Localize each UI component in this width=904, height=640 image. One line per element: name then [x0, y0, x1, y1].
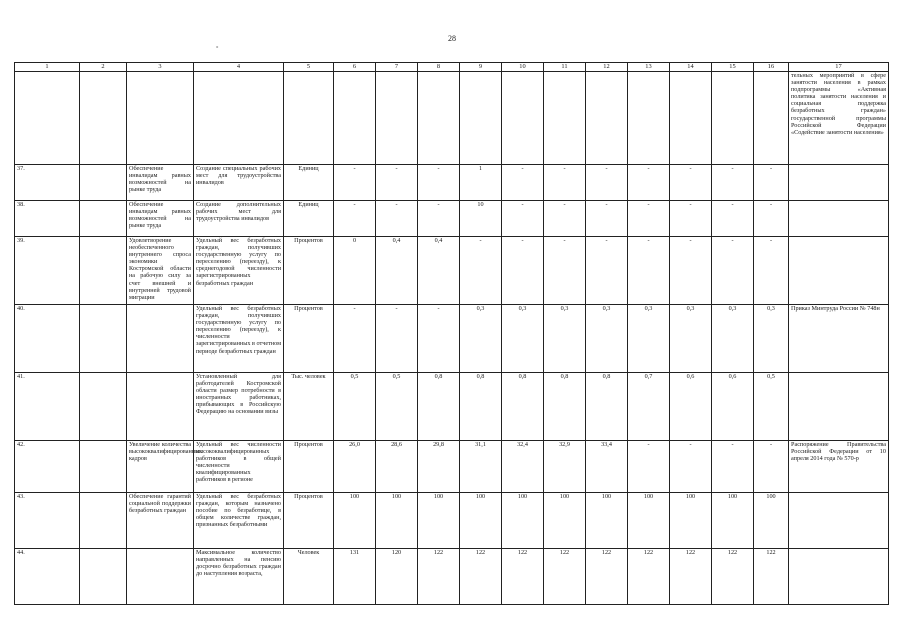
continuation-note: тельных мероприятий в сфере занятости населения в рамках подпрограммы «Активная политика занятости населения и социальная поддержка безработных граждан» государственной программы Российской Федерации «Содействие занятости населения»	[789, 72, 889, 165]
value-cell: 0,8	[544, 373, 586, 441]
task-cell: Удовлетворение необеспеченного внутреннего спроса экономики Костромской области на рабочую силу за счет внешней и внутренней трудовой миграции	[127, 237, 194, 305]
value-cell: 120	[376, 549, 418, 605]
value-cell: 0,3	[544, 305, 586, 373]
value-cell: 122	[544, 549, 586, 605]
value-cell: -	[628, 441, 670, 493]
header-cell: 8	[418, 63, 460, 72]
unit-cell: Процентов	[284, 237, 334, 305]
value-cell: 100	[544, 493, 586, 549]
unit-cell: Единиц	[284, 201, 334, 237]
value-cell: 28,6	[376, 441, 418, 493]
value-cell: 122	[586, 549, 628, 605]
header-cell: 16	[754, 63, 789, 72]
value-cell: 0,3	[502, 305, 544, 373]
value-cell: 0,4	[376, 237, 418, 305]
indicator-cell: Удельный вес безработных граждан, получивших государственную услугу по переселению (переезду), к численности зарегистрированных в отчетном периоде безработных граждан	[194, 305, 284, 373]
basis-cell	[789, 549, 889, 605]
header-cell: 11	[544, 63, 586, 72]
empty-cell	[80, 549, 127, 605]
value-cell: -	[586, 165, 628, 201]
row-number: 44.	[15, 549, 80, 605]
header-cell: 17	[789, 63, 889, 72]
value-cell: -	[712, 237, 754, 305]
task-cell: Обеспечение гарантий социальной поддержки безработных граждан	[127, 493, 194, 549]
header-cell: 12	[586, 63, 628, 72]
value-cell: -	[334, 165, 376, 201]
unit-cell: Тыс. человек	[284, 373, 334, 441]
value-cell: -	[712, 201, 754, 237]
indicator-cell: Создание специальных рабочих мест для трудоустройства инвалидов	[194, 165, 284, 201]
value-cell: -	[628, 201, 670, 237]
value-cell: -	[544, 201, 586, 237]
task-cell: Увеличение количества высококвалифицированных кадров	[127, 441, 194, 493]
value-cell: -	[754, 237, 789, 305]
value-cell: -	[670, 201, 712, 237]
empty-cell	[80, 441, 127, 493]
empty-cell	[80, 493, 127, 549]
unit-cell: Процентов	[284, 305, 334, 373]
value-cell: 122	[502, 549, 544, 605]
basis-cell	[789, 165, 889, 201]
empty-cell	[80, 237, 127, 305]
value-cell: 122	[628, 549, 670, 605]
value-cell: 0,5	[334, 373, 376, 441]
value-cell: 10	[460, 201, 502, 237]
table-row	[15, 305, 889, 373]
indicator-cell: Удельный вес безработных граждан, которым назначено пособие по безработице, в общем количестве граждан, признанных безработными	[194, 493, 284, 549]
value-cell: 122	[670, 549, 712, 605]
value-cell: -	[754, 441, 789, 493]
table-row	[15, 165, 889, 201]
value-cell: -	[376, 165, 418, 201]
unit-cell: Процентов	[284, 493, 334, 549]
header-cell: 5	[284, 63, 334, 72]
empty-cell	[80, 305, 127, 373]
value-cell: -	[460, 237, 502, 305]
basis-cell	[789, 201, 889, 237]
header-cell: 10	[502, 63, 544, 72]
value-cell: 122	[460, 549, 502, 605]
header-cell: 2	[80, 63, 127, 72]
row-number: 43.	[15, 493, 80, 549]
value-cell: -	[544, 165, 586, 201]
value-cell: -	[334, 305, 376, 373]
value-cell: 122	[418, 549, 460, 605]
value-cell: 100	[502, 493, 544, 549]
value-cell: 0,6	[670, 373, 712, 441]
header-row	[15, 63, 889, 72]
value-cell: -	[754, 201, 789, 237]
indicators-table	[14, 62, 889, 605]
table-row	[15, 441, 889, 493]
header-cell: 14	[670, 63, 712, 72]
value-cell: 0,3	[754, 305, 789, 373]
value-cell: -	[376, 305, 418, 373]
unit-cell: Человек	[284, 549, 334, 605]
indicator-cell: Создание дополнительных рабочих мест для трудоустройства инвалидов	[194, 201, 284, 237]
value-cell: 33,4	[586, 441, 628, 493]
value-cell: -	[376, 201, 418, 237]
value-cell: 0,5	[376, 373, 418, 441]
task-cell: Обеспечение инвалидам равных возможностей на рынке труда	[127, 165, 194, 201]
unit-cell: Единиц	[284, 165, 334, 201]
value-cell: 100	[334, 493, 376, 549]
value-cell: 0,8	[502, 373, 544, 441]
value-cell: 0,7	[628, 373, 670, 441]
empty-cell	[80, 373, 127, 441]
value-cell: 0,3	[628, 305, 670, 373]
empty-cell	[80, 201, 127, 237]
value-cell: 100	[670, 493, 712, 549]
value-cell: 0,5	[754, 373, 789, 441]
header-cell: 15	[712, 63, 754, 72]
value-cell: 29,8	[418, 441, 460, 493]
empty-cell	[80, 165, 127, 201]
basis-cell: Приказ Минтруда России № 748н	[789, 305, 889, 373]
value-cell: -	[670, 237, 712, 305]
basis-cell	[789, 373, 889, 441]
task-cell: Обеспечение инвалидам равных возможностей на рынке труда	[127, 201, 194, 237]
table-row	[15, 237, 889, 305]
value-cell: 0,8	[460, 373, 502, 441]
value-cell: -	[586, 237, 628, 305]
indicator-cell: Удельный вес безработных граждан, получивших государственную услугу по переселению (переезду), к среднегодовой численности зарегистрированных безработных граждан	[194, 237, 284, 305]
value-cell: 0,8	[586, 373, 628, 441]
value-cell: 0,3	[712, 305, 754, 373]
header-cell: 7	[376, 63, 418, 72]
value-cell: 0,3	[460, 305, 502, 373]
unit-cell: Процентов	[284, 441, 334, 493]
value-cell: 26,0	[334, 441, 376, 493]
header-cell: 9	[460, 63, 502, 72]
basis-cell	[789, 237, 889, 305]
header-cell: 6	[334, 63, 376, 72]
row-number: 37.	[15, 165, 80, 201]
value-cell: -	[544, 237, 586, 305]
value-cell: -	[502, 165, 544, 201]
value-cell: 100	[418, 493, 460, 549]
value-cell: 122	[712, 549, 754, 605]
value-cell: 100	[754, 493, 789, 549]
value-cell: 0,6	[712, 373, 754, 441]
value-cell: 1	[460, 165, 502, 201]
table-row	[15, 201, 889, 237]
header-cell: 4	[194, 63, 284, 72]
indicator-cell: Удельный вес численности высококвалифицированных работников в общей численности квалифицированных работников в регионе	[194, 441, 284, 493]
task-cell	[127, 373, 194, 441]
task-cell	[127, 305, 194, 373]
table-row	[15, 549, 889, 605]
value-cell: -	[670, 441, 712, 493]
value-cell: -	[628, 237, 670, 305]
table-row	[15, 373, 889, 441]
value-cell: 0,4	[418, 237, 460, 305]
value-cell: 0	[334, 237, 376, 305]
value-cell: 32,9	[544, 441, 586, 493]
header-cell: 13	[628, 63, 670, 72]
header-cell: 3	[127, 63, 194, 72]
basis-cell	[789, 493, 889, 549]
value-cell: 100	[628, 493, 670, 549]
value-cell: -	[712, 441, 754, 493]
value-cell: 122	[754, 549, 789, 605]
value-cell: -	[628, 165, 670, 201]
value-cell: -	[502, 201, 544, 237]
value-cell: 31,1	[460, 441, 502, 493]
value-cell: -	[418, 305, 460, 373]
row-number: 42.	[15, 441, 80, 493]
value-cell: 32,4	[502, 441, 544, 493]
value-cell: -	[586, 201, 628, 237]
value-cell: -	[334, 201, 376, 237]
value-cell: 0,8	[418, 373, 460, 441]
value-cell: 100	[586, 493, 628, 549]
row-number: 38.	[15, 201, 80, 237]
row-number: 39.	[15, 237, 80, 305]
task-cell	[127, 549, 194, 605]
value-cell: 100	[712, 493, 754, 549]
basis-cell: Распоряжение Правительства Российской Федерации от 10 апреля 2014 года № 570-р	[789, 441, 889, 493]
continuation-row	[15, 72, 889, 165]
value-cell: -	[502, 237, 544, 305]
row-number: 41.	[15, 373, 80, 441]
value-cell: -	[418, 165, 460, 201]
row-number: 40.	[15, 305, 80, 373]
value-cell: -	[712, 165, 754, 201]
value-cell: 0,3	[670, 305, 712, 373]
value-cell: -	[754, 165, 789, 201]
table-row	[15, 493, 889, 549]
value-cell: -	[418, 201, 460, 237]
value-cell: -	[670, 165, 712, 201]
indicator-cell: Установленный для работодателей Костромской области размер потребности в иностранных работниках, прибывающих в Российскую Федерацию на основании визы	[194, 373, 284, 441]
value-cell: 131	[334, 549, 376, 605]
value-cell: 100	[460, 493, 502, 549]
value-cell: 100	[376, 493, 418, 549]
page-mark: °	[216, 46, 219, 52]
indicator-cell: Максимальное количество направленных на пенсию досрочно безработных граждан до наступления возраста,	[194, 549, 284, 605]
value-cell: 0,3	[586, 305, 628, 373]
page-number: 28	[448, 34, 456, 43]
header-cell: 1	[15, 63, 80, 72]
